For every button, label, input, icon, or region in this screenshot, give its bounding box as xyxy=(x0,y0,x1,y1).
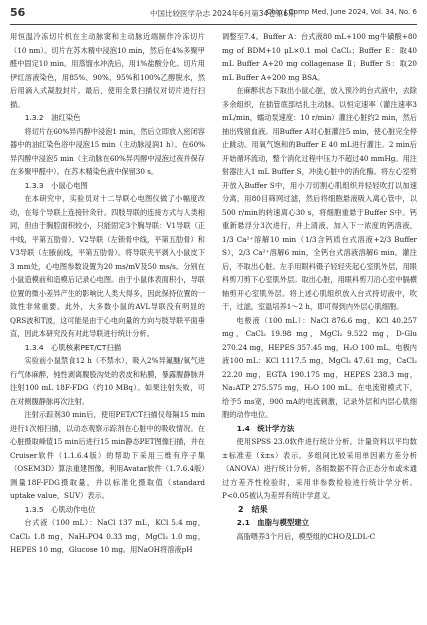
paragraph: 注射示踪剂30 min后，使用PET/CT扫描仪每隔15 min进行1次相扫描，以动态观察示踪剂在心脏中的吸收情况。在心脏摄取峰值15 min后进行15 min静态PET图像扫描，并在Cruiser软件（1.1.6.4版）的帮助下采用三维有序子集（OSEM3D）算法重建图像。利用Avatar软件（1.7.6.4版）测量18F-FDG摄取量，并以标准化摄取值（standard uptake value，SUV）表示。 xyxy=(10,410,205,500)
paragraph: 用恒温冷冻切片机在主动脉窦和主动脉近端制作冷冻切片（10 nm）。切片在苏木精中浸泡10 min，然后在4%多聚甲醛中固定10 min。用蒸馏水冲洗后，用1%盐酸分化。切片用伊红溶液染色，用85%、90%、95%和100%乙醇脱水，然后用滴入式凝胶封片。最后，使用全景扫描仪对切片进行扫描。 xyxy=(10,32,205,109)
paragraph: 高脂喂养3个月后，模型组的CHO及LDL-C xyxy=(236,531,376,541)
section-heading: 2.1 血脂与模型建立 xyxy=(236,518,310,527)
section-heading: 1.3.4 心肌核素PET/CT扫描 xyxy=(24,342,122,352)
paragraph: 台式液（100 mL）：NaCl 137 mL，KCl 5.4 mg，CaCl₂ 1.8 mg，NaH₂PO4 0.33 mg，MgCl₂ 1.0 mg，HEPES 10 mg，Glucose 10 mg。用NaOH将溶液pH xyxy=(10,518,205,554)
section-heading: 1.3.3 小鼠心电图 xyxy=(24,180,88,190)
section-heading: 1.3.2 油红染色 xyxy=(24,113,81,122)
paragraph: 实验前小鼠禁食12 h（不禁水），吸入2%异氟醚/氧气进行气体麻醉，钝性剥离腹股沟处的表皮和粘膜，暴露腹静脉并注射100 mL 18F-FDG（约10 MBq）。如果注射失败，可在对侧腹静脉再次注射。 xyxy=(10,356,205,406)
page-header xyxy=(10,6,417,22)
journal-title-en: Chin J Comp Med, June 2024, Vol. 34, No. 6 xyxy=(266,8,417,16)
paragraph: 使用SPSS 23.0软件进行统计分析。计量资料以平均数±标准差（x̄±s）表示。多组间比较采用单因素方差分析（ANOVA）进行统计分析。各组数据不符合正态分布或未通过方差齐性检验时，采用非参数检验进行统计学分析。P<0.05被认为差异有统计学意义。 xyxy=(222,437,417,500)
paragraph: 将切片在60%异丙醇中浸泡1 min，然后立即放入密闭容器中的油红染色浴中浸泡15 min（主动脉浸润1 h）。在60%异丙醇中浸泡5 min（主动脉在60%异丙醇中浸泡过夜并保存在多聚甲醛中）。在苏木精染色液中保留30 s。 xyxy=(10,126,205,176)
section-heading-results: 2 结果 xyxy=(238,504,268,514)
section-heading: 1.3.5 心肌动作电位 xyxy=(24,504,96,514)
right-column xyxy=(222,30,417,543)
journal-title-cn: 中国比较医学杂志 2024年6月第34卷第6期 xyxy=(150,9,296,18)
header-rule xyxy=(10,24,417,25)
paragraph: 电极液（100 mL）：NaCl 876.6 mg，KCl 40.257 mg，CaCl₂ 19.98 mg，MgCl₂ 9.522 mg，D-Glu 270.24 mg，HEPES 357.45 mg，H₂O 100 mL。电极内液100 mL：KCl 1117.5 mg，MgCl₂ 47.61 mg，CaCl₂ 22.20 mg，EGTA 190.175 mg，HEPES 238.3 mg，Na₂ATP 275.575 mg，H₂O 100 mL。在电流钳模式下，给予5 ms宽，900 mA的电流刺激，记录外层和内层心肌细胞的动作电位。 xyxy=(222,315,417,419)
page-number: 56 xyxy=(10,6,26,19)
left-column xyxy=(10,30,205,557)
paragraph: 在麻醉状态下取出小鼠心脏，放入预冷的台式液中，去除多余组织，在插管底部结扎主动脉。以恒定速率（灌注速率3 mL/min，蠕动泵速度：10 r/min）灌注心脏约2 min，然后抽出残留血液。用Buffer A对心脏灌注5 min，使心脏完全停止跳动。用氧气饱和的Buffer E 40 mL进行灌注。2 min后开始循环流动，整个消化过程中压力不超过40 mmHg。用注射器注入1 mL Buffer S，冲洗心脏中的消化酶。将左心室剪开放入Buffer S中，用小刀切割心肌组织并轻轻吹打以加速分离，用80目筛网过滤，然后将细胞悬液吸入离心管中，以500 r/min的转速离心30 s，将细胞重悬于Buffer S中。钙重新悬浮分3次进行，并上清液，加入下一浓度的钙溶液，1/3 Ca²⁺溶解10 min（1/3含钙质台式溶液+2/3 Buffer S），2/3 Ca²⁺溶解6 min，全钙台式溶液溶解6 min。灌注后，不取出心脏。左手用眼科镊子轻轻夹起心室肌外层，用眼科剪刀剪下心室肌外层。取出心脏，用眼科剪刀沿心室中膈横轴剪开心室肌外层。将上述心肌组织放入台式持切液中，吹干，过滤，室温培养1～2 h，即可得到内外层心肌细胞。 xyxy=(222,86,417,311)
paragraph: 在本研究中，实验员对十二导联心电图仪做了小幅度改动，在每个导联上连接针灸针。四肢导联的连接方式与人类相同，但由于胸腔面积较小，只能固定3个胸导联：V1导联（正中线，平第五肋骨）、V2导联（左锁骨中线，平第五肋骨）和V3导联（左腋前线，平第五肋骨）。将导联夹平剥入小鼠皮下3 mm处，心电图参数设置为20 ms/mV及50 ms/s。分别在小鼠造模前和造模后记录心电图。由于小鼠体表面积小，导联位置的微小差异产生的影响比人类大得多，因此保持位置的一致性非常重要。此外，大多数小鼠的AVL导联没有明显的QRS波和T波，这可能是由于心电向量的方向与肢导联平面垂直，因此本研究没有对此导联进行统计分析。 xyxy=(10,194,205,338)
section-heading: 1.4 统计学方法 xyxy=(236,423,295,433)
paragraph: 调整至7.4。Buffer A：台式液80 mL+100 mg牛磺酸+80 mg of BDM+10 μL×0.1 mol CaCl₂；Buffer E：取40 mL Buffer A+20 mg collagenase Ⅱ；Buffer S：取20 mL Buffer A+200 mg BSA。 xyxy=(222,32,417,82)
